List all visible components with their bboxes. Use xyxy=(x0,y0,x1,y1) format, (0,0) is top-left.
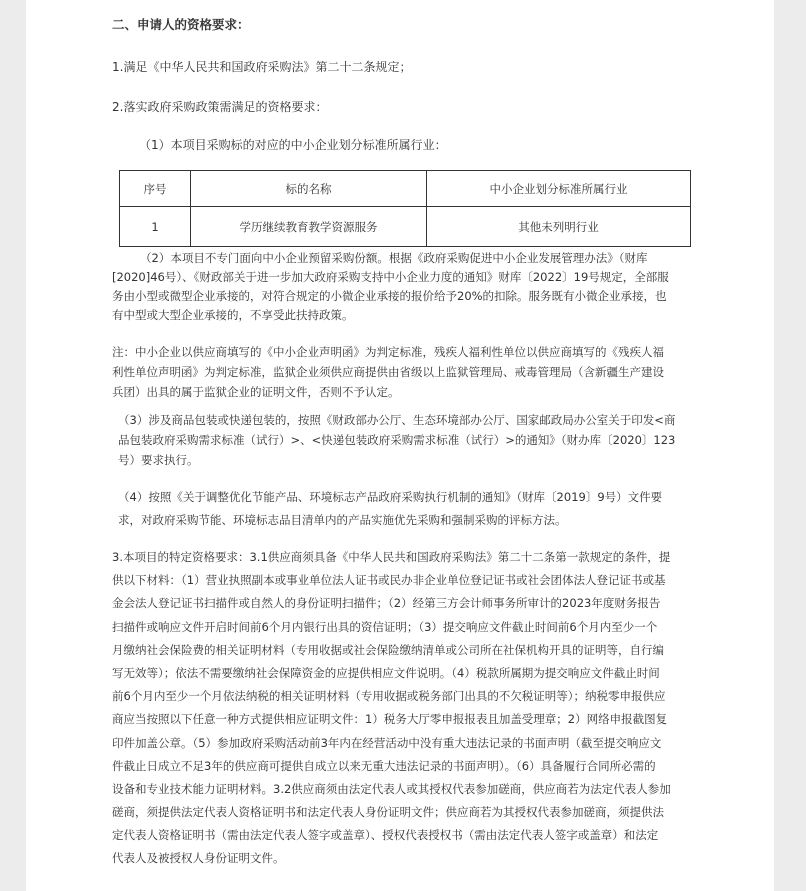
text-line: 求，对政府采购节能、环境标志品目清单内的产品实施优先采购和强制采购的评标方法。 xyxy=(118,513,567,527)
text-line: 写无效等）；依法不需要缴纳社会保障资金的应提供相应文件说明。（4）税款所属期为提交响应文件截止时间 xyxy=(112,665,660,680)
table-cell-industry: 其他未列明行业 xyxy=(427,207,691,247)
text-line: （2）本项目不专门面向中小企业预留采购份额。根据《政府采购促进中小企业发展管理办法》（财库 xyxy=(140,251,648,265)
text-line: 金会法人登记证书扫描件或自然人的身份证明扫描件；（2）经第三方会计师事务所审计的2023年度财务报告 xyxy=(112,596,661,611)
text-line: 扫描件或响应文件开启时间前6个月内银行出具的资信证明；（3）提交响应文件截止时间前6个月内至少一个 xyxy=(112,619,658,634)
requirement-2: 2.落实政府采购政策需满足的资格要求： xyxy=(112,100,328,114)
text-line: （4）按照《关于调整优化节能产品、环境标志产品政府采购执行机制的通知》（财库〔2019〕9号）文件要 xyxy=(118,490,663,504)
text-line: 兵团）出具的属于监狱企业的证明文件，否则不予认定。 xyxy=(112,385,400,399)
text-line: （3）涉及商品包装或快递包装的，按照《财政部办公厅、生态环境部办公厅、国家邮政局办公室关于印发<商 xyxy=(118,413,676,427)
text-line: 月缴纳社会保险费的相关证明材料（专用收据或社会保险缴纳清单或公司所在社保机构开具的证明等，自行编 xyxy=(112,642,664,657)
text-line: 注：中小企业以供应商填写的《中小企业声明函》为判定标准，残疾人福利性单位以供应商填写的《残疾人福 xyxy=(112,345,664,359)
section-heading: 二、申请人的资格要求： xyxy=(112,17,250,32)
text-line: 件截止日成立不足3年的供应商可提供自成立以来无重大违法记录的书面声明）。（6）具备履行合同所必需的 xyxy=(112,758,656,773)
text-line: 定代表人资格证明书（需由法定代表人签字或盖章）、授权代表授权书（需由法定代表人签字或盖章）和法定 xyxy=(112,828,659,843)
text-line: [2020]46号）、《财政部关于进一步加大政府采购支持中小企业力度的通知》财库〔2022〕19号规定，全部服 xyxy=(112,270,669,284)
text-line: 设备和专业技术能力证明材料。3.2供应商须由法定代表人或其授权代表参加磋商，供应商若为法定代表人参加 xyxy=(112,781,671,796)
packaging-paragraph xyxy=(118,410,698,470)
table-header-index: 序号 xyxy=(120,171,191,207)
text-line: 前6个月内至少一个月依法纳税的相关证明材料（专用收据或税务部门出具的不欠税证明等）；纳税零申报供应 xyxy=(112,689,666,704)
industry-table xyxy=(119,170,691,247)
text-line: 利性单位声明函》为判定标准，监狱企业须供应商提供由省级以上监狱管理局、戒毒管理局（含新疆生产建设 xyxy=(112,365,664,379)
table-header-row xyxy=(120,171,691,207)
text-line: 磋商，须提供法定代表人资格证明书和法定代表人身份证明文件；供应商若为其授权代表参加磋商，须提供法 xyxy=(112,805,664,820)
table-cell-index: 1 xyxy=(120,207,191,247)
document-page xyxy=(26,0,774,891)
text-line: 品包装政府采购需求标准（试行）>、<快递包装政府采购需求标准（试行）>的通知》（财办库〔2020〕123 xyxy=(118,433,676,447)
text-line: 3.本项目的特定资格要求：3.1供应商须具备《中华人民共和国政府采购法》第二十二条第一款规定的条件，提 xyxy=(112,550,671,564)
text-line: 供以下材料：（1）营业执照副本或事业单位法人证书或民办非企业单位登记证书或社会团体法人登记证书或基 xyxy=(112,573,666,588)
text-line: 务由小型或微型企业承接的，对符合规定的小微企业承接的报价给予20%的扣除。服务既有小微企业承接，也 xyxy=(112,289,667,303)
text-line: 印件加盖公章。（5）参加政府采购活动前3年内在经营活动中没有重大违法记录的书面声明（截至提交响应文 xyxy=(112,735,662,750)
requirement-1: 1.满足《中华人民共和国政府采购法》第二十二条规定； xyxy=(112,60,412,74)
table-header-item: 标的名称 xyxy=(191,171,427,207)
table-row xyxy=(120,207,691,247)
table-cell-item: 学历继续教育教学资源服务 xyxy=(191,207,427,247)
text-line: 有中型或大型企业承接的，不享受此扶持政策。 xyxy=(112,308,354,322)
policy-paragraph xyxy=(112,249,692,325)
note-paragraph xyxy=(112,342,692,402)
text-line: 商应当按照以下任意一种方式提供相应证明文件：1）税务大厅零申报报表且加盖受理章；2）网络申报截图复 xyxy=(112,712,668,727)
table-header-industry: 中小企业划分标准所属行业 xyxy=(427,171,691,207)
text-line: 代表人及被授权人身份证明文件。 xyxy=(112,851,285,866)
text-line: 号）要求执行。 xyxy=(118,453,199,467)
specific-requirements-paragraph xyxy=(112,546,692,871)
requirement-2-1: （1）本项目采购标的对应的中小企业划分标准所属行业： xyxy=(139,138,447,152)
energy-paragraph xyxy=(118,484,698,530)
